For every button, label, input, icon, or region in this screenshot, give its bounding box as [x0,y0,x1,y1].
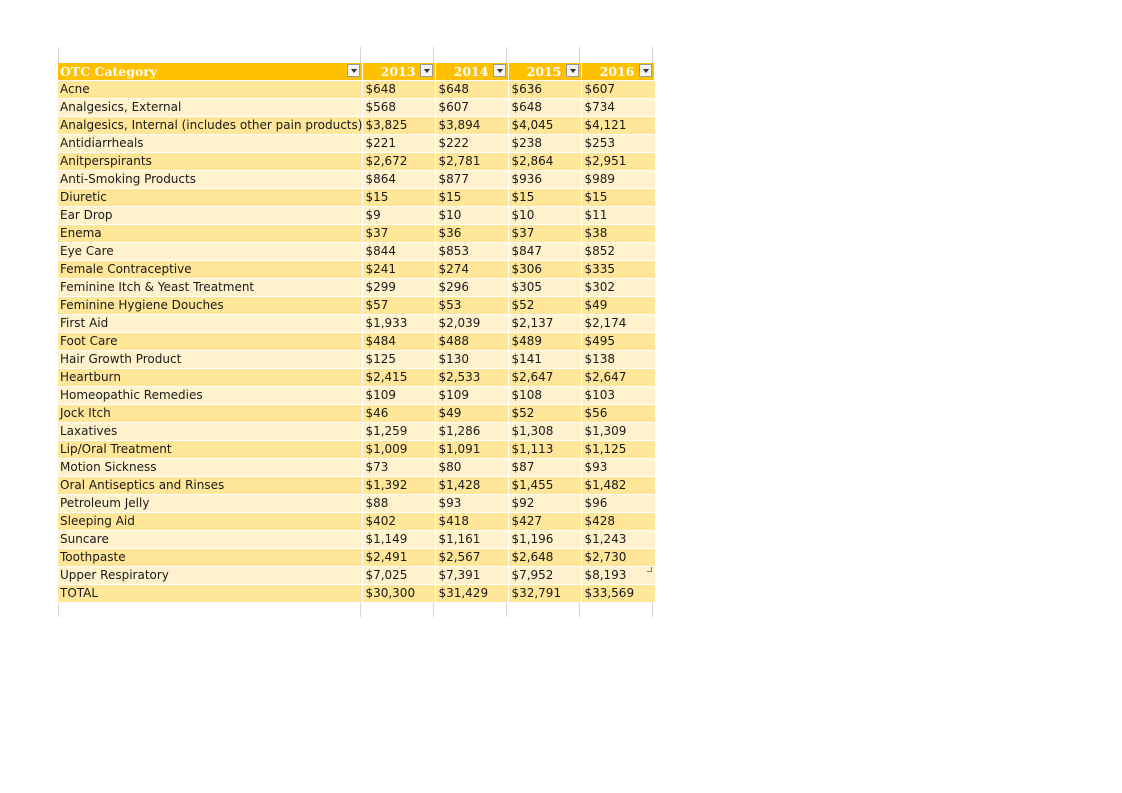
table-row [58,531,655,549]
value-cell[interactable]: $488 [436,333,509,351]
value-cell[interactable]: $93 [582,459,655,477]
total-label[interactable]: TOTAL [58,585,363,603]
category-cell[interactable]: Enema [58,225,363,243]
value-cell[interactable]: $109 [363,387,436,405]
table-resize-handle-icon[interactable] [647,567,652,572]
table-header-row [58,63,655,81]
category-cell[interactable]: Oral Antiseptics and Rinses [58,477,363,495]
value-cell[interactable]: $1,113 [509,441,582,459]
value-cell[interactable]: $125 [363,351,436,369]
value-cell[interactable]: $15 [363,189,436,207]
category-cell[interactable]: Suncare [58,531,363,549]
category-cell[interactable]: Sleeping Aid [58,513,363,531]
table-row [58,81,655,99]
category-cell[interactable]: Diuretic [58,189,363,207]
table-row [58,243,655,261]
table-row [58,297,655,315]
value-cell[interactable]: $1,091 [436,441,509,459]
grid-lines-bottom [58,603,655,617]
value-cell[interactable]: $648 [436,81,509,99]
value-cell[interactable]: $877 [436,171,509,189]
value-cell[interactable]: $853 [436,243,509,261]
value-cell[interactable]: $495 [582,333,655,351]
category-cell[interactable]: Heartburn [58,369,363,387]
value-cell[interactable]: $864 [363,171,436,189]
category-cell[interactable]: Petroleum Jelly [58,495,363,513]
value-cell[interactable]: $11 [582,207,655,225]
filter-dropdown-icon[interactable] [639,64,652,77]
header-label: OTC Category [60,64,158,79]
value-cell[interactable]: $49 [582,297,655,315]
value-cell[interactable]: $1,196 [509,531,582,549]
value-cell[interactable]: $607 [582,81,655,99]
value-cell[interactable]: $2,781 [436,153,509,171]
header-label: 2014 [453,64,489,79]
category-cell[interactable]: Foot Care [58,333,363,351]
value-cell[interactable]: $253 [582,135,655,153]
header-year-2013 [363,63,436,81]
value-cell[interactable]: $847 [509,243,582,261]
value-cell[interactable]: $607 [436,99,509,117]
table-row [58,171,655,189]
value-cell[interactable]: $37 [509,225,582,243]
value-cell[interactable]: $2,039 [436,315,509,333]
value-cell[interactable]: $52 [509,297,582,315]
total-value[interactable]: $31,429 [436,585,509,603]
value-cell[interactable]: $15 [582,189,655,207]
value-cell[interactable]: $306 [509,261,582,279]
value-cell[interactable]: $1,286 [436,423,509,441]
category-cell[interactable]: Ear Drop [58,207,363,225]
value-cell[interactable]: $10 [436,207,509,225]
table-row [58,117,655,135]
header-year-2015 [509,63,582,81]
header-year-2014 [436,63,509,81]
value-cell[interactable]: $92 [509,495,582,513]
category-cell[interactable]: Motion Sickness [58,459,363,477]
value-cell[interactable]: $46 [363,405,436,423]
category-cell[interactable]: Hair Growth Product [58,351,363,369]
table-row [58,351,655,369]
filter-dropdown-icon[interactable] [347,64,360,77]
table-row [58,567,655,585]
value-cell[interactable]: $7,025 [363,567,436,585]
value-cell[interactable]: $299 [363,279,436,297]
filter-dropdown-icon[interactable] [493,64,506,77]
table-row [58,423,655,441]
value-cell[interactable]: $87 [509,459,582,477]
value-cell[interactable]: $96 [582,495,655,513]
value-cell[interactable]: $936 [509,171,582,189]
spreadsheet-area [58,47,655,617]
category-cell[interactable]: Jock Itch [58,405,363,423]
value-cell[interactable]: $1,392 [363,477,436,495]
category-cell[interactable]: Eye Care [58,243,363,261]
value-cell[interactable]: $2,174 [582,315,655,333]
category-cell[interactable]: Acne [58,81,363,99]
value-cell[interactable]: $844 [363,243,436,261]
value-cell[interactable]: $1,259 [363,423,436,441]
value-cell[interactable]: $2,951 [582,153,655,171]
value-cell[interactable]: $1,125 [582,441,655,459]
category-cell[interactable]: First Aid [58,315,363,333]
value-cell[interactable]: $484 [363,333,436,351]
value-cell[interactable]: $4,045 [509,117,582,135]
value-cell[interactable]: $302 [582,279,655,297]
category-cell[interactable]: Analgesics, External [58,99,363,117]
category-cell[interactable]: Anitperspirants [58,153,363,171]
value-cell[interactable]: $15 [436,189,509,207]
category-cell[interactable]: Lip/Oral Treatment [58,441,363,459]
value-cell[interactable]: $305 [509,279,582,297]
value-cell[interactable]: $15 [509,189,582,207]
table-row [58,369,655,387]
value-cell[interactable]: $241 [363,261,436,279]
total-value[interactable]: $30,300 [363,585,436,603]
table-row [58,549,655,567]
value-cell[interactable]: $734 [582,99,655,117]
table-body [58,81,655,603]
value-cell[interactable]: $2,672 [363,153,436,171]
table-row [58,225,655,243]
value-cell[interactable]: $9 [363,207,436,225]
table-row [58,153,655,171]
value-cell[interactable]: $7,391 [436,567,509,585]
value-cell[interactable]: $648 [363,81,436,99]
value-cell[interactable]: $989 [582,171,655,189]
table-row [58,189,655,207]
category-cell[interactable]: Female Contraceptive [58,261,363,279]
category-cell[interactable]: Anti-Smoking Products [58,171,363,189]
value-cell[interactable]: $428 [582,513,655,531]
value-cell[interactable]: $402 [363,513,436,531]
table-row [58,315,655,333]
value-cell[interactable]: $2,415 [363,369,436,387]
header-label: 2016 [599,64,635,79]
value-cell[interactable]: $93 [436,495,509,513]
value-cell[interactable]: $8,193 [582,567,655,585]
value-cell[interactable]: $52 [509,405,582,423]
category-cell[interactable]: Feminine Hygiene Douches [58,297,363,315]
value-cell[interactable]: $7,952 [509,567,582,585]
value-cell[interactable]: $222 [436,135,509,153]
category-cell[interactable]: Homeopathic Remedies [58,387,363,405]
table-row [58,405,655,423]
table-row [58,261,655,279]
value-cell[interactable]: $489 [509,333,582,351]
value-cell[interactable]: $2,567 [436,549,509,567]
table-row [58,459,655,477]
filter-dropdown-icon[interactable] [566,64,579,77]
header-otc-category [58,63,363,81]
value-cell[interactable]: $109 [436,387,509,405]
value-cell[interactable]: $1,428 [436,477,509,495]
value-cell[interactable]: $1,161 [436,531,509,549]
value-cell[interactable]: $36 [436,225,509,243]
value-cell[interactable]: $1,455 [509,477,582,495]
value-cell[interactable]: $852 [582,243,655,261]
table-row [58,333,655,351]
value-cell[interactable]: $138 [582,351,655,369]
value-cell[interactable]: $2,533 [436,369,509,387]
value-cell[interactable]: $49 [436,405,509,423]
table-row [58,495,655,513]
value-cell[interactable]: $648 [509,99,582,117]
otc-sales-table [58,63,655,603]
header-label: 2015 [526,64,562,79]
value-cell[interactable]: $53 [436,297,509,315]
category-cell[interactable]: Laxatives [58,423,363,441]
table-row [58,513,655,531]
value-cell[interactable]: $221 [363,135,436,153]
value-cell[interactable]: $296 [436,279,509,297]
header-year-2016 [582,63,655,81]
value-cell[interactable]: $568 [363,99,436,117]
value-cell[interactable]: $80 [436,459,509,477]
grid-lines-top [58,47,655,63]
value-cell[interactable]: $2,648 [509,549,582,567]
category-cell[interactable]: Antidiarrheals [58,135,363,153]
value-cell[interactable]: $427 [509,513,582,531]
value-cell[interactable]: $238 [509,135,582,153]
value-cell[interactable]: $4,121 [582,117,655,135]
value-cell[interactable]: $3,894 [436,117,509,135]
category-cell[interactable]: Analgesics, Internal (includes other pain products) [58,117,363,135]
value-cell[interactable]: $2,647 [509,369,582,387]
value-cell[interactable]: $1,009 [363,441,436,459]
value-cell[interactable]: $2,137 [509,315,582,333]
value-cell[interactable]: $2,864 [509,153,582,171]
value-cell[interactable]: $103 [582,387,655,405]
value-cell[interactable]: $1,309 [582,423,655,441]
filter-dropdown-icon[interactable] [420,64,433,77]
value-cell[interactable]: $3,825 [363,117,436,135]
value-cell[interactable]: $56 [582,405,655,423]
category-cell[interactable]: Feminine Itch & Yeast Treatment [58,279,363,297]
table-row [58,387,655,405]
value-cell[interactable]: $418 [436,513,509,531]
value-cell[interactable]: $73 [363,459,436,477]
value-cell[interactable]: $274 [436,261,509,279]
total-row [58,585,655,603]
table-row [58,441,655,459]
value-cell[interactable]: $141 [509,351,582,369]
value-cell[interactable]: $38 [582,225,655,243]
value-cell[interactable]: $10 [509,207,582,225]
value-cell[interactable]: $88 [363,495,436,513]
table-row [58,477,655,495]
category-cell[interactable]: Toothpaste [58,549,363,567]
value-cell[interactable]: $1,308 [509,423,582,441]
total-value[interactable]: $33,569 [582,585,655,603]
category-cell[interactable]: Upper Respiratory [58,567,363,585]
table-row [58,207,655,225]
value-cell[interactable]: $130 [436,351,509,369]
value-cell[interactable]: $636 [509,81,582,99]
value-cell[interactable]: $335 [582,261,655,279]
value-cell[interactable]: $37 [363,225,436,243]
value-cell[interactable]: $57 [363,297,436,315]
table-row [58,279,655,297]
value-cell[interactable]: $2,730 [582,549,655,567]
value-cell[interactable]: $1,482 [582,477,655,495]
value-cell[interactable]: $108 [509,387,582,405]
value-cell[interactable]: $2,647 [582,369,655,387]
table-row [58,99,655,117]
table-row [58,135,655,153]
value-cell[interactable]: $2,491 [363,549,436,567]
value-cell[interactable]: $1,149 [363,531,436,549]
total-value[interactable]: $32,791 [509,585,582,603]
value-cell[interactable]: $1,933 [363,315,436,333]
value-cell[interactable]: $1,243 [582,531,655,549]
header-label: 2013 [380,64,416,79]
